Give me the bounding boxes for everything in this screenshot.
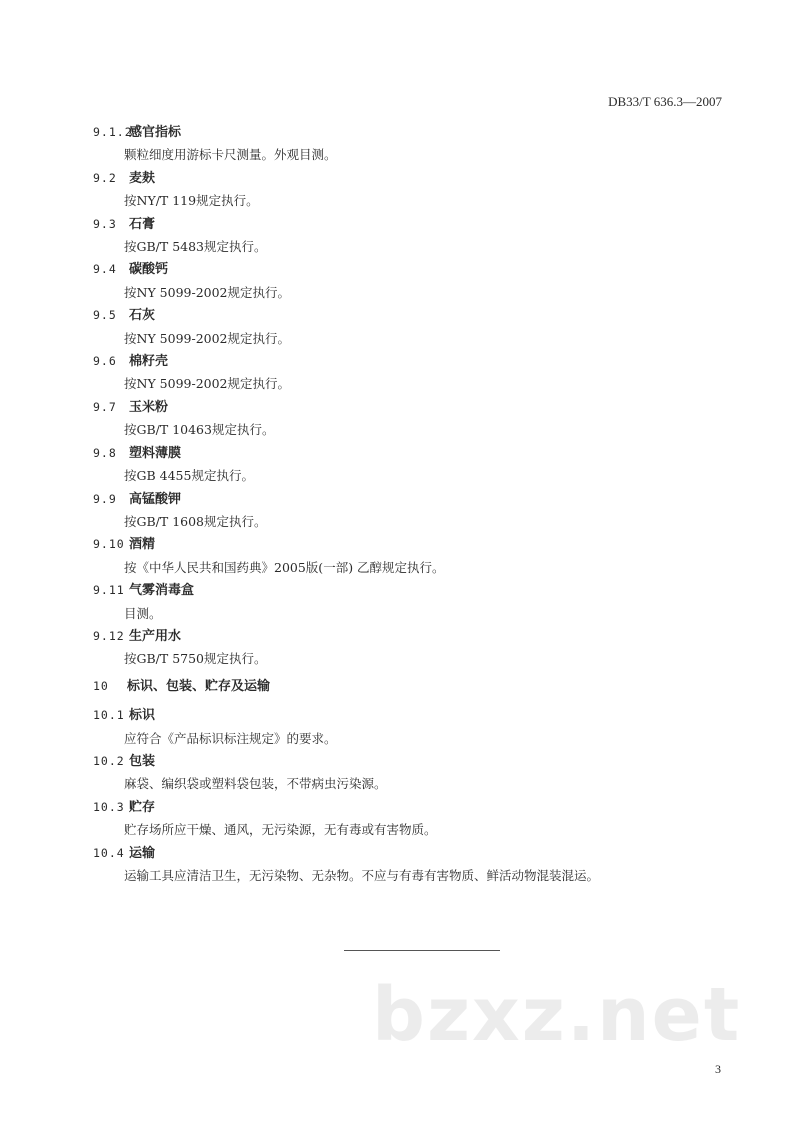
- watermark: bzxz.net: [372, 972, 742, 1058]
- section-number: 9.6: [93, 354, 117, 369]
- section-9-8: [93, 442, 733, 488]
- section-number: 10.2: [93, 753, 125, 768]
- section-10-2: [93, 750, 733, 796]
- section-title: 棉籽壳: [129, 354, 169, 370]
- section-number: 9.12: [93, 628, 125, 643]
- section-text: 应符合《产品标识标注规定》的要求。: [124, 730, 337, 746]
- section-number: 10.4: [93, 845, 125, 860]
- section-title: 包装: [129, 753, 156, 769]
- section-9-6: [93, 350, 733, 396]
- section-text: 按GB/T 5750规定执行。: [124, 651, 267, 667]
- section-number: 9.4: [93, 262, 117, 277]
- section-text: 按NY 5099-2002规定执行。: [124, 284, 291, 300]
- section-number: 9.7: [93, 399, 117, 414]
- section-9-12: [93, 625, 733, 671]
- section-number: 9.3: [93, 216, 117, 231]
- section-number: 9.11: [93, 583, 125, 598]
- section-text: 按GB/T 1608规定执行。: [124, 513, 267, 529]
- document-body: [93, 121, 733, 887]
- section-9-10: [93, 533, 733, 579]
- section-number: 9.10: [93, 537, 125, 552]
- section-number: 9.2: [93, 170, 117, 185]
- section-text: 麻袋、编织袋或塑料袋包装，不带病虫污染源。: [124, 776, 387, 792]
- section-title: 标识: [129, 708, 156, 724]
- section-number: 9.9: [93, 491, 117, 506]
- chapter-title: 标识、包装、贮存及运输: [127, 678, 271, 694]
- section-text: 按GB/T 5483规定执行。: [124, 239, 267, 255]
- section-text: 按《中华人民共和国药典》2005版(一部) 乙醇规定执行。: [124, 559, 445, 575]
- chapter-number: 10: [93, 678, 109, 693]
- section-text: 按NY/T 119规定执行。: [124, 193, 259, 209]
- section-text: 贮存场所应干燥、通风，无污染源，无有毒或有害物质。: [124, 822, 437, 838]
- section-title: 高锰酸钾: [129, 491, 182, 507]
- document-id: DB33/T 636.3—2007: [608, 94, 722, 109]
- section-text: 按NY 5099-2002规定执行。: [124, 330, 291, 346]
- section-text: 运输工具应清洁卫生，无污染物、无杂物。不应与有毒有害物质、鲜活动物混装混运。: [124, 868, 600, 883]
- section-9-4: [93, 258, 733, 304]
- section-10-1: [93, 704, 733, 750]
- section-title: 石膏: [129, 216, 156, 232]
- section-number: 9.5: [93, 308, 117, 323]
- section-9-1-2: [93, 121, 733, 167]
- section-title: 塑料薄膜: [129, 445, 182, 461]
- section-title: 贮存: [129, 799, 156, 815]
- section-title: 生产用水: [129, 628, 182, 644]
- section-10-4: [93, 842, 733, 888]
- section-9-9: [93, 488, 733, 534]
- chapter-10-heading: [93, 675, 733, 698]
- section-text: 目测。: [124, 605, 162, 621]
- section-title: 碳酸钙: [129, 262, 169, 278]
- section-number: 10.3: [93, 799, 125, 814]
- section-title: 气雾消毒盒: [129, 583, 195, 599]
- section-title: 石灰: [129, 308, 156, 324]
- section-9-5: [93, 304, 733, 350]
- section-title: 玉米粉: [129, 399, 169, 415]
- end-divider: [344, 950, 500, 951]
- section-number: 9.8: [93, 445, 117, 460]
- section-text: 按GB/T 10463规定执行。: [124, 422, 275, 438]
- section-number: 9.1.2: [93, 125, 133, 139]
- section-title: 酒精: [129, 537, 156, 553]
- section-number: 10.1: [93, 708, 125, 723]
- section-title: 麦麸: [129, 170, 156, 186]
- section-text: 按GB 4455规定执行。: [124, 468, 254, 484]
- section-text: 颗粒细度用游标卡尺测量。外观目测。: [124, 147, 337, 163]
- section-9-7: [93, 396, 733, 442]
- section-9-11: [93, 579, 733, 625]
- section-9-2: [93, 167, 733, 213]
- section-title: 运输: [129, 845, 156, 861]
- section-9-3: [93, 213, 733, 259]
- page-number: 3: [715, 1062, 721, 1076]
- section-title: 感官指标: [129, 125, 182, 140]
- section-10-3: [93, 796, 733, 842]
- section-text: 按NY 5099-2002规定执行。: [124, 376, 291, 392]
